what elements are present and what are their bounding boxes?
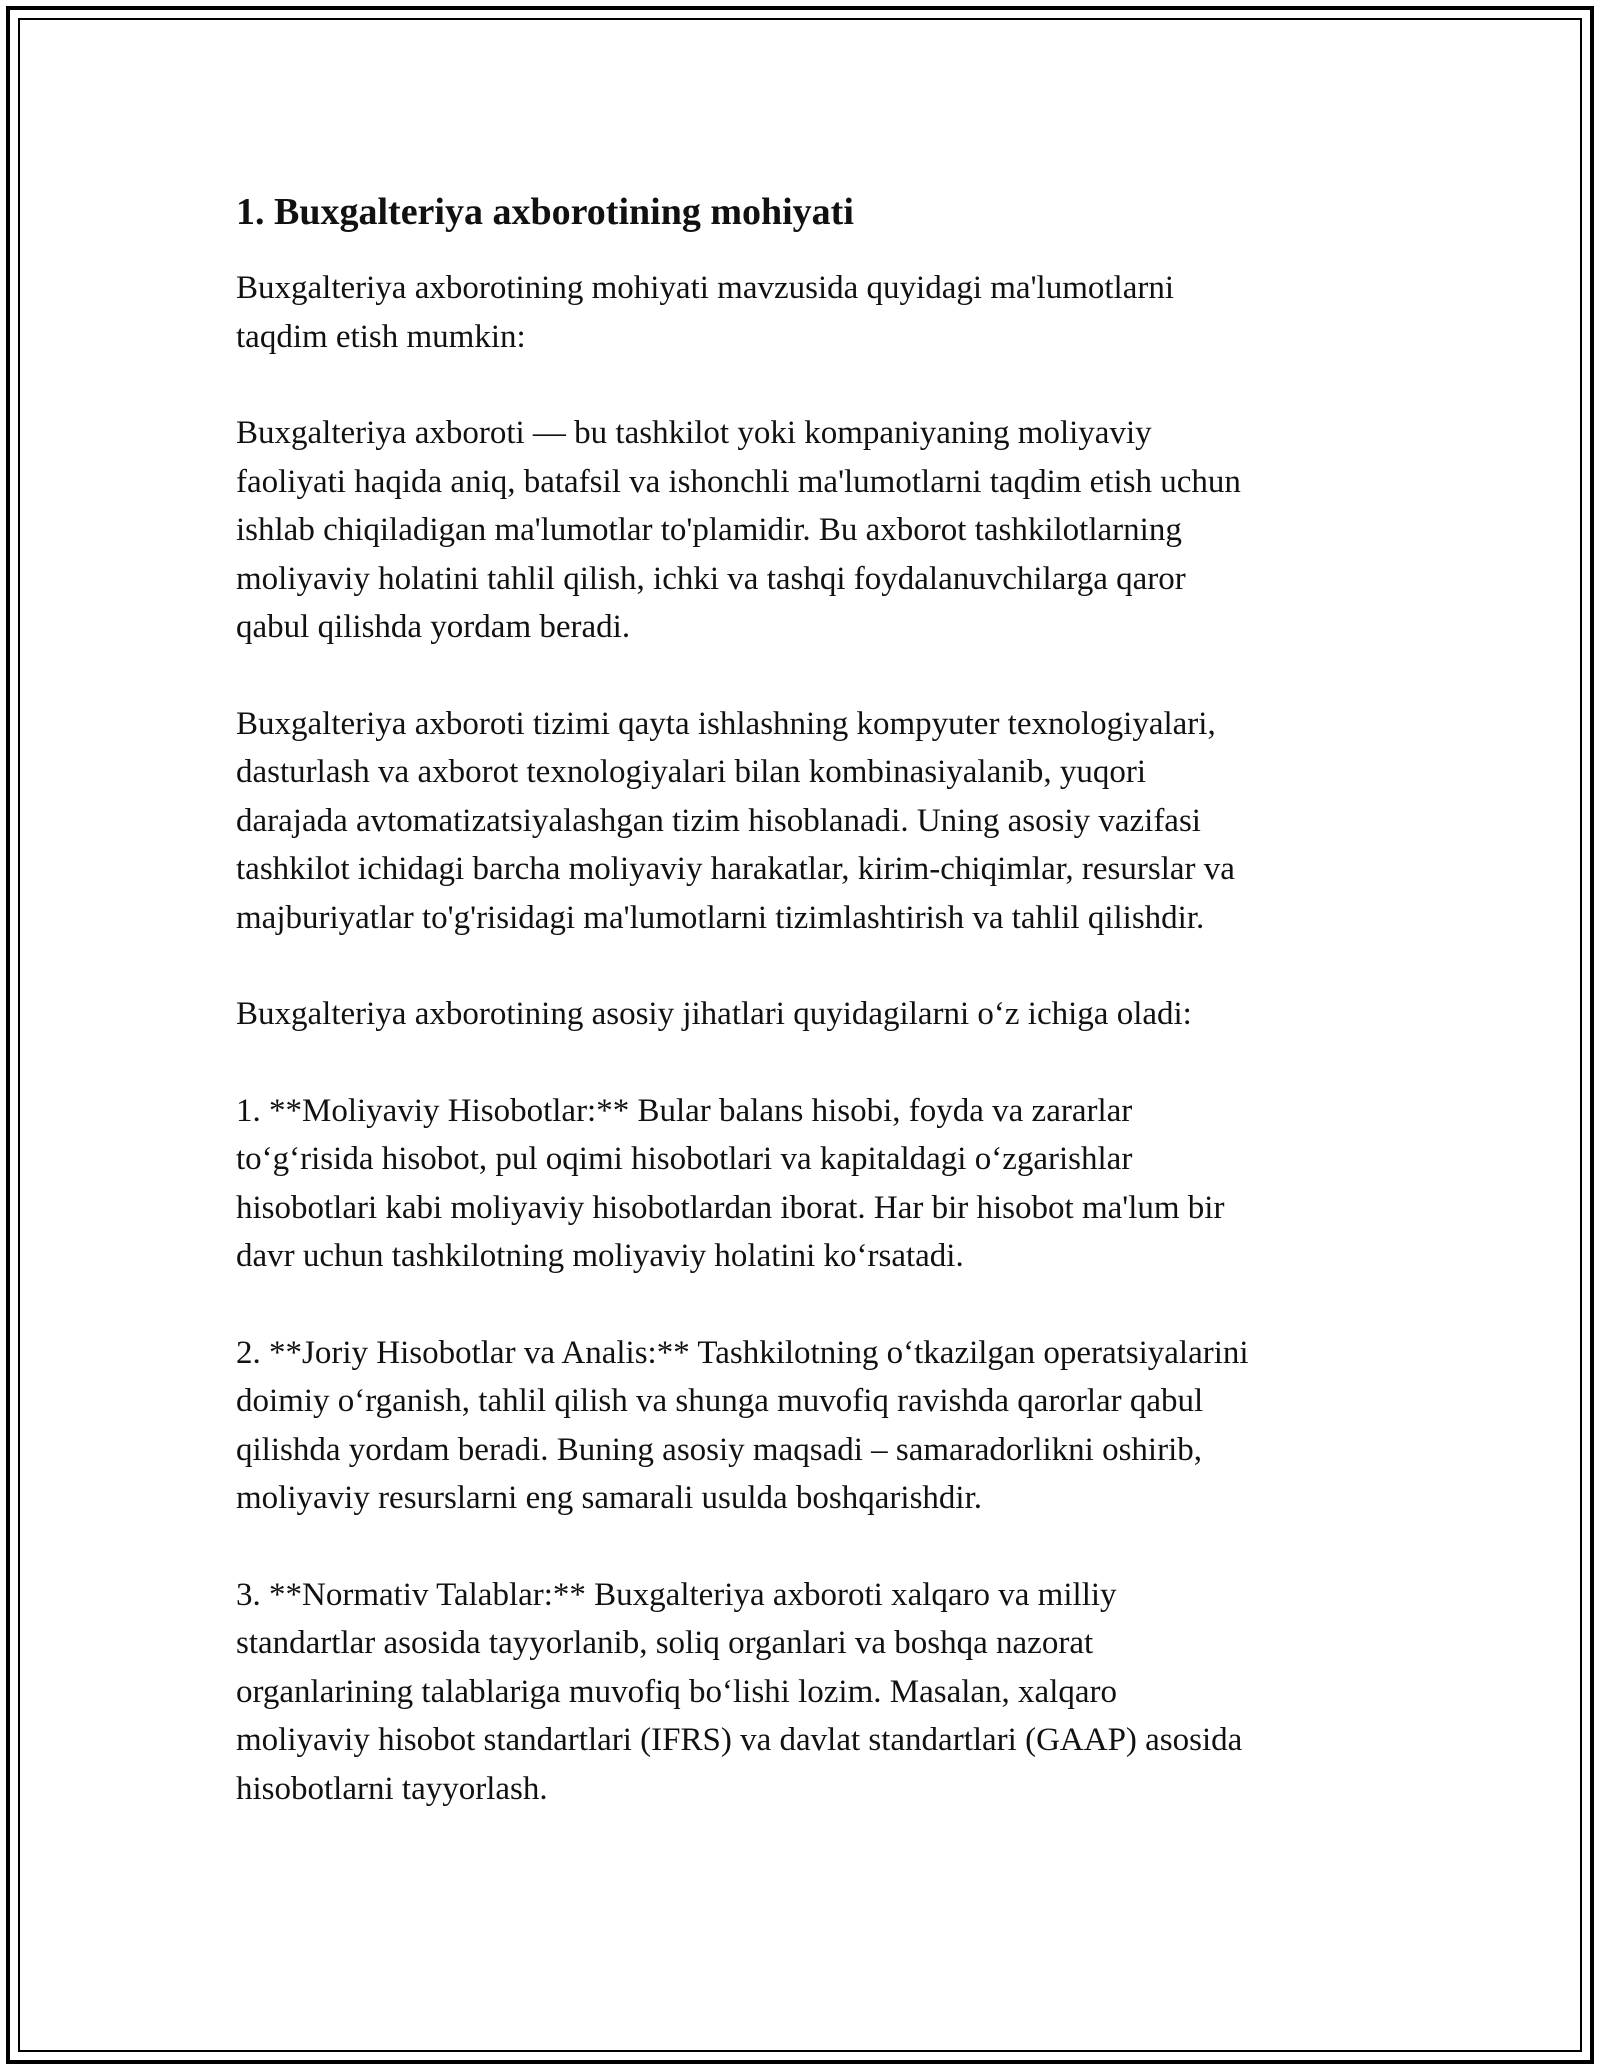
- paragraph-aspects-lead: Buxgalteriya axborotining asosiy jihatlari quyidagilarni o‘z ichiga oladi:: [236, 996, 1192, 1032]
- list-item-normative-requirements: 3. **Normativ Talablar:** Buxgalteriya axboroti xalqaro va milliy standartlar asosida tayyorlanib, soliq organlari va boshqa nazorat organlarining talablariga muvofiq bo‘lishi lozim. Masalan, xalqaro moliyaviy hisobot standartlari (IFRS) va davlat standartlari (GAAP) asosida hisobotlarni tayyorlash.: [236, 1576, 1243, 1807]
- paragraph-definition: Buxgalteriya axboroti — bu tashkilot yoki kompaniyaning moliyaviy faoliyati haqida aniq, batafsil va ishonchli ma'lumotlarni taqdim etish uchun ishlab chiqiladigan ma'lumotlar to'plamidir. Bu axborot tashkilotlarning moliyaviy holatini tahlil qilish, ichki va tashqi foydalanuvchilarga qaror qabul qilishda yordam beradi.: [236, 415, 1241, 645]
- list-item-financial-reports: 1. **Moliyaviy Hisobotlar:** Bular balans hisobi, foyda va zararlar to‘g‘risida hisobot, pul oqimi hisobotlari va kapitaldagi o‘zgarishlar hisobotlari kabi moliyaviy hisobotlardan iborat. Har bir hisobot ma'lum bir davr uchun tashkilotning moliyaviy holatini ko‘rsatadi.: [236, 1092, 1225, 1274]
- list-item-current-reports: 2. **Joriy Hisobotlar va Analis:** Tashkilotning o‘tkazilgan operatsiyalarini doimiy o‘rganish, tahlil qilish va shunga muvofiq ravishda qarorlar qabul qilishda yordam beradi. Buning asosiy maqsadi – samaradorlikni oshirib, moliyaviy resurslarni eng samarali usulda boshqarishdir.: [236, 1334, 1249, 1516]
- document-body: [236, 186, 1376, 1861]
- document-title: 1. Buxgalteriya axborotining mohiyati: [236, 191, 854, 233]
- paragraph-system: Buxgalteriya axboroti tizimi qayta ishlashning kompyuter texnologiyalari, dasturlash va axborot texnologiyalari bilan kombinasiyalanib, yuqori darajada avtomatizatsiyalashgan tizim hisoblanadi. Uning asosiy vazifasi tashkilot ichidagi barcha moliyaviy harakatlar, kirim-chiqimlar, resurslar va majburiyatlar to'g'risidagi ma'lumotlarni tizimlashtirish va tahlil qilishdir.: [236, 705, 1235, 936]
- paragraph-intro: Buxgalteriya axborotining mohiyati mavzusida quyidagi ma'lumotlarni taqdim etish mumkin:: [236, 270, 1175, 355]
